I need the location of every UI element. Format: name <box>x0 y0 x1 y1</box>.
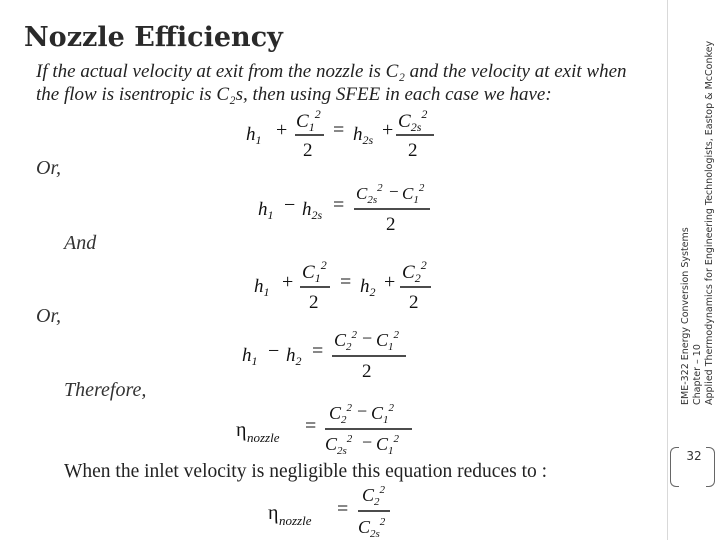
svg-text:h1: $h_1$ <box>258 199 274 222</box>
svg-text:C12: $C_1^2$ <box>371 402 395 426</box>
sidebar-chapter: Chapter – 10 <box>692 344 703 405</box>
equation-nozzle-efficiency <box>232 398 432 464</box>
sidebar-citation <box>668 0 720 410</box>
svg-text:=: = <box>340 271 352 293</box>
svg-text:C22: $C_2^2$ <box>402 258 427 285</box>
svg-text:−: − <box>362 432 373 452</box>
svg-text:C12: $C_1^2$ <box>302 258 327 285</box>
svg-text:2: 2 <box>362 361 372 382</box>
svg-text:C12: $C_1^2$ <box>376 329 400 353</box>
svg-text:+: + <box>382 119 394 141</box>
svg-text:nozzle: nozzle <box>247 430 280 445</box>
and-label: And <box>64 232 97 254</box>
svg-text:C12: $C_1^2$ <box>296 107 321 134</box>
equation-enthalpy-drop-actual <box>238 326 418 384</box>
or-label-2: Or, <box>36 305 62 327</box>
equation-enthalpy-drop-isentropic <box>254 178 434 236</box>
svg-text:2: 2 <box>309 292 319 313</box>
therefore-label: Therefore, <box>64 379 147 401</box>
svg-text:C22: $C_2^2$ <box>334 329 358 353</box>
svg-text:2: 2 <box>408 140 418 161</box>
svg-text:h1: $h_1$ <box>254 276 270 299</box>
svg-text:C2s2: $C_{2s}^2$ <box>358 516 386 540</box>
equation-nozzle-efficiency-simplified <box>264 480 404 540</box>
or-label-1: Or, <box>36 157 62 179</box>
svg-text:h1: $h_1$ <box>242 345 258 368</box>
svg-text:+: + <box>282 271 294 293</box>
page-number-bracket-right <box>706 447 715 487</box>
svg-text:C2s2: $C_{2s}^2$ <box>325 433 353 457</box>
page-number: 32 <box>686 449 702 463</box>
svg-text:h2: $h_2$ <box>286 345 302 368</box>
intro-paragraph: If the actual velocity at exit from the nozzle is C₂ and the velocity at exit when the flow is isentropic is C₂s, then using SFEE in each case we have: <box>36 61 627 105</box>
svg-text:−: − <box>362 328 373 348</box>
page-number-bracket-left <box>670 447 679 487</box>
svg-text:2: 2 <box>409 292 419 313</box>
svg-text:2: 2 <box>386 214 396 235</box>
svg-text:h2: $h_2$ <box>360 276 376 299</box>
svg-text:C22: $C_2^2$ <box>329 402 353 426</box>
svg-text:=: = <box>312 340 324 362</box>
svg-text:h2s: $h_{2s}$ <box>353 124 374 147</box>
svg-text:−: − <box>389 182 399 201</box>
equation-sfee-isentropic <box>240 104 440 160</box>
svg-text:C12: $C_1^2$ <box>376 433 400 457</box>
svg-text:h2s: $h_{2s}$ <box>302 199 323 222</box>
svg-text:−: − <box>357 401 368 421</box>
svg-text:C2s2: $C_{2s}^2$ <box>398 107 428 134</box>
svg-text:=: = <box>337 498 349 520</box>
svg-text:η: η <box>268 502 279 524</box>
equation-sfee-actual <box>250 256 440 312</box>
svg-text:+: + <box>276 119 288 141</box>
svg-text:=: = <box>333 119 345 141</box>
negligible-inlet-sentence: When the inlet velocity is negligible this equation reduces to : <box>64 461 548 482</box>
slide-title: Nozzle Efficiency <box>24 22 283 53</box>
svg-text:C22: $C_2^2$ <box>362 484 386 508</box>
svg-text:C2s2: $C_{2s}^2$ <box>356 182 383 206</box>
svg-text:+: + <box>384 271 396 293</box>
svg-text:nozzle: nozzle <box>279 513 312 528</box>
sidebar-book: Applied Thermodynamics for Engineering Technologists, Eastop & McConkey <box>704 40 715 405</box>
svg-text:−: − <box>284 194 296 216</box>
svg-text:2: 2 <box>303 140 313 161</box>
svg-text:−: − <box>268 340 280 362</box>
sidebar-course: EME-322 Energy Conversion Systems <box>680 227 691 405</box>
svg-text:=: = <box>333 194 345 216</box>
svg-text:C12: $C_1^2$ <box>402 182 425 206</box>
svg-text:=: = <box>305 415 317 437</box>
svg-text:h1: $h_1$ <box>246 124 262 147</box>
svg-text:η: η <box>236 419 247 441</box>
